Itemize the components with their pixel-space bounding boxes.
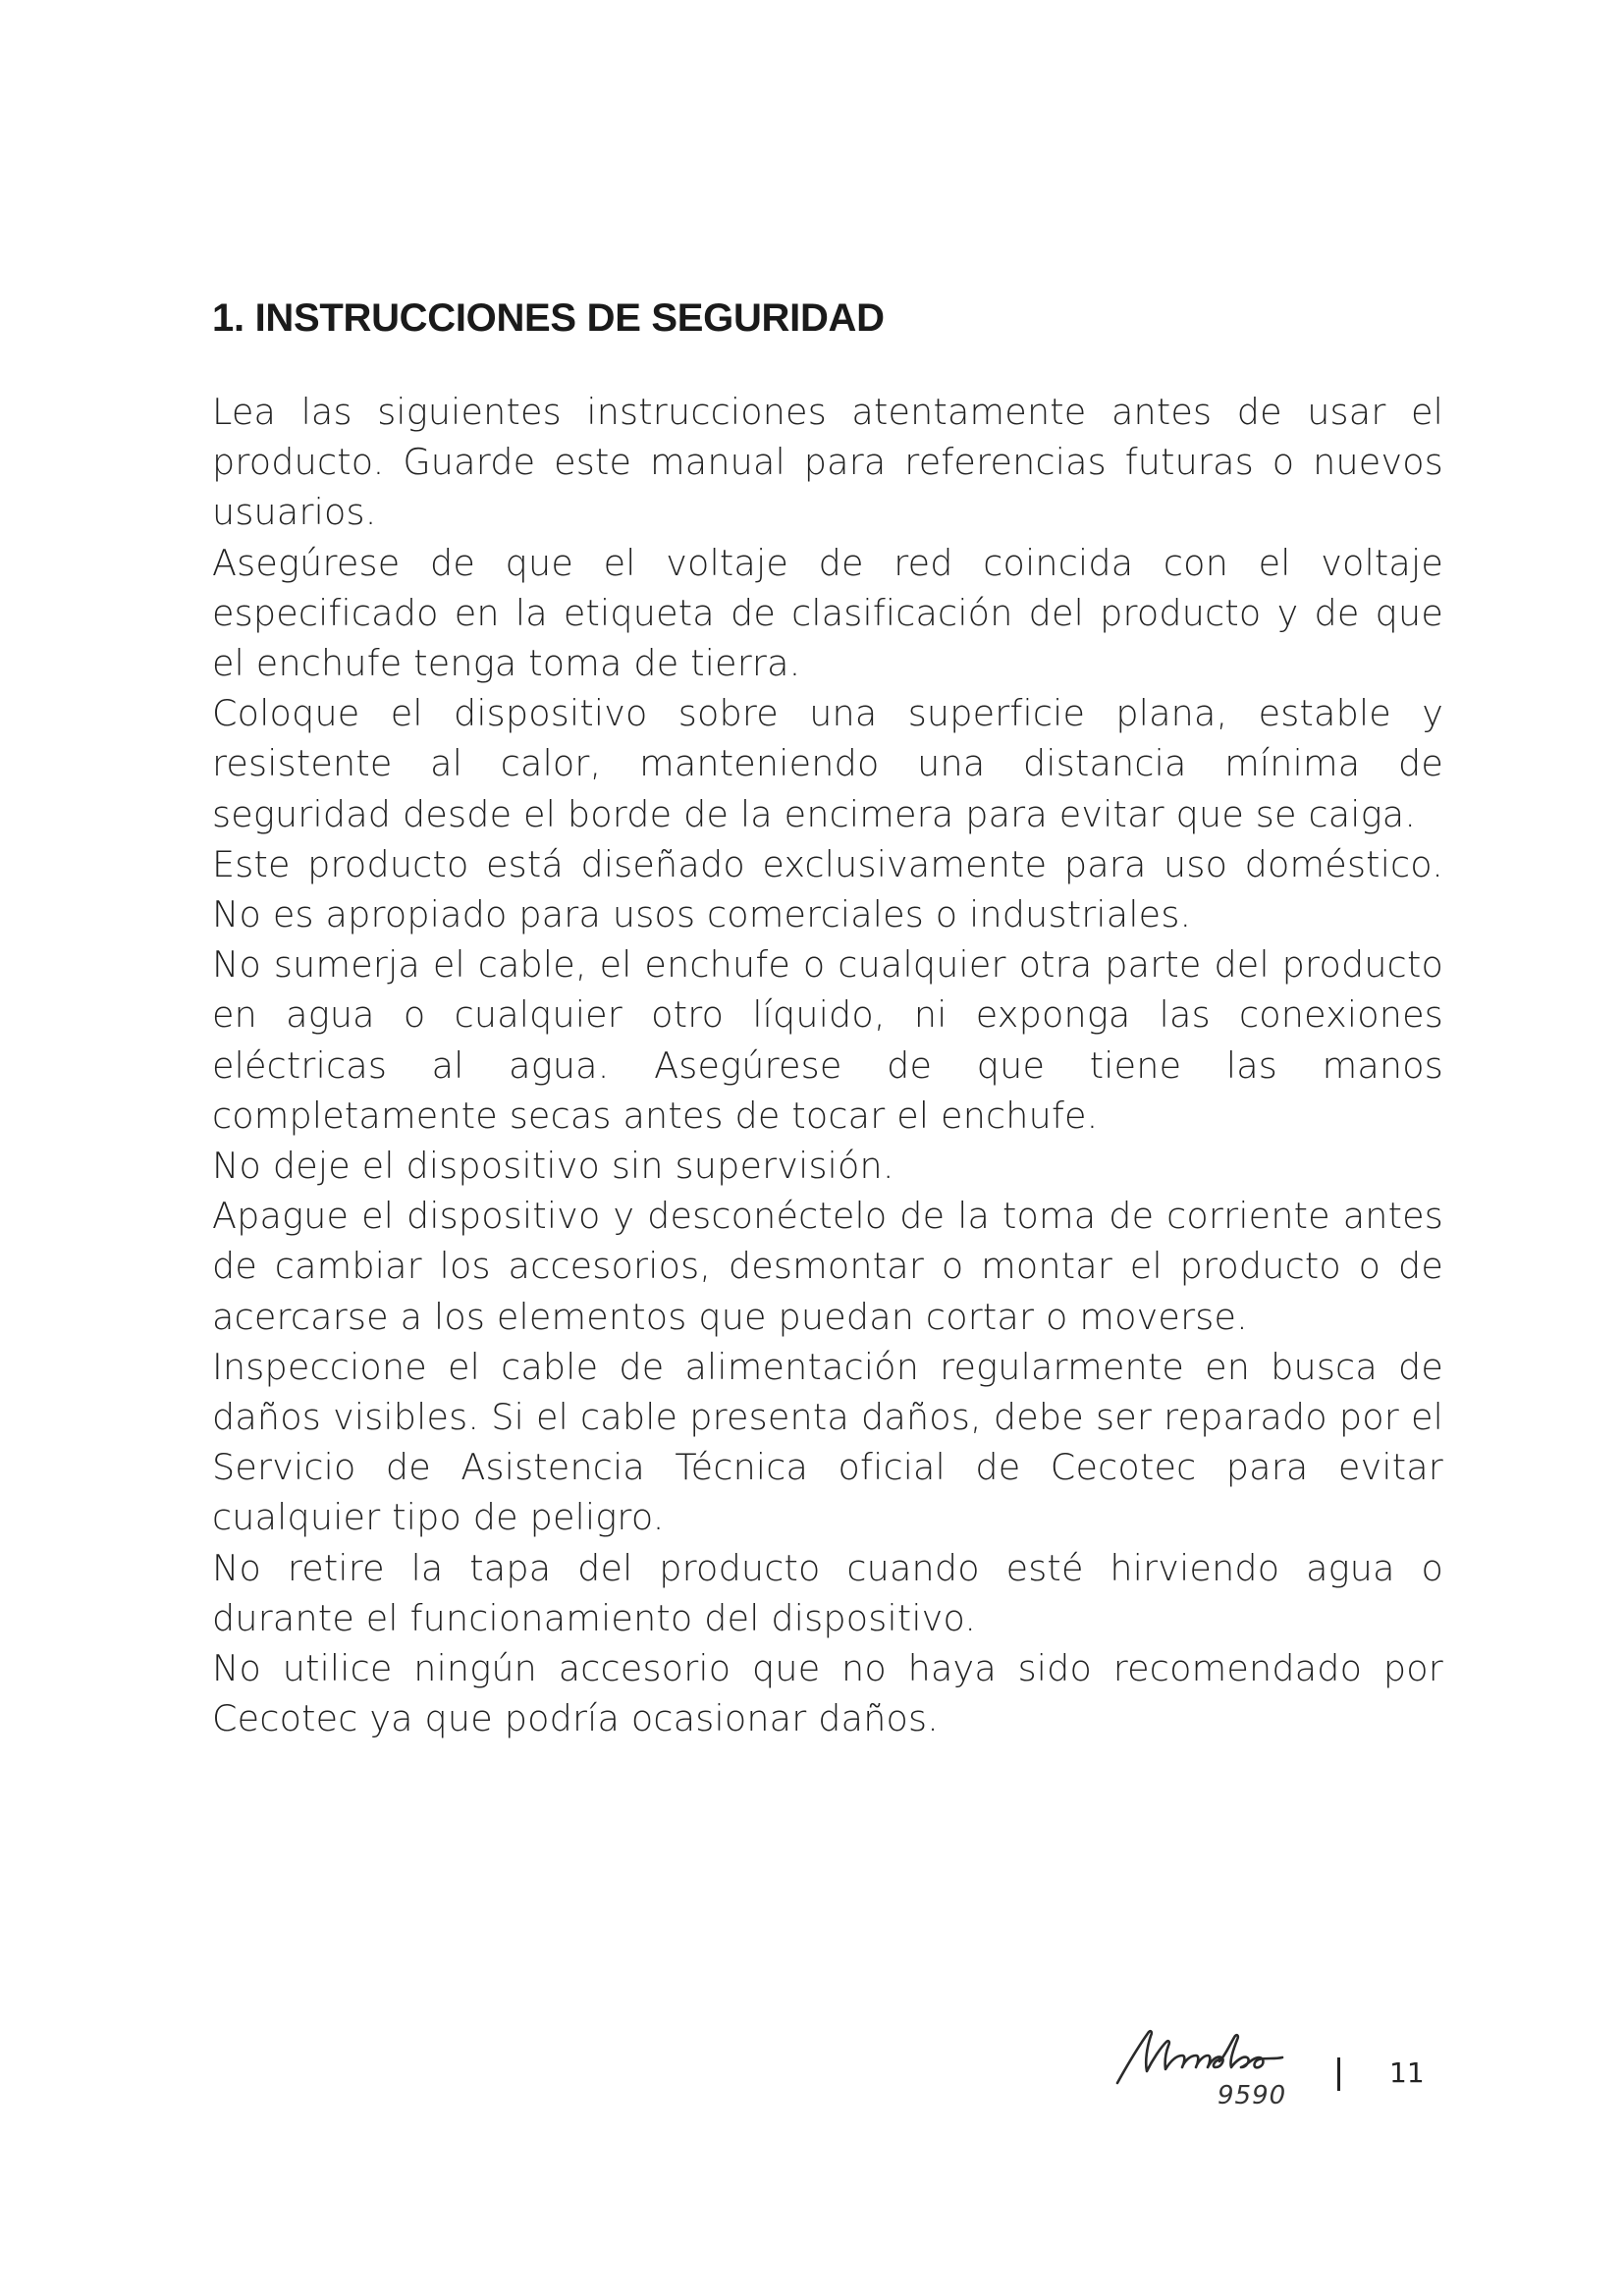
safety-instruction-5: No sumerja el cable, el enchufe o cualquier otra parte del producto en agua o cualquier otro líquido, ni exponga las conexiones eléctricas al agua. Asegúrese de que tiene las manos completamente secas antes de tocar el enchufe.	[212, 943, 1443, 1137]
safety-instruction-2: Asegúrese de que el voltaje de red coincida con el voltaje especificado en la etiqueta de clasificación del producto y de que el enchufe tenga toma de tierra.	[212, 541, 1443, 685]
safety-instruction-10: No utilice ningún accesorio que no haya sido recomendado por Cecotec ya que podría ocasionar daños.	[212, 1647, 1443, 1740]
model-number: 9590	[1218, 2081, 1287, 2110]
safety-instruction-8: Inspeccione el cable de alimentación regularmente en busca de daños visibles. Si el cable presenta daños, debe ser reparado por el Servicio de Asistencia Técnica oficial de Cecotec para evitar cualquier tipo de peligro.	[212, 1345, 1443, 1539]
footer-separator	[1337, 2057, 1340, 2091]
safety-instruction-9: No retire la tapa del producto cuando esté hirviendo agua o durante el funcionamiento del dispositivo.	[212, 1546, 1443, 1639]
safety-instruction-7: Apague el dispositivo y desconéctelo de la toma de corriente antes de cambiar los accesorios, desmontar o montar el producto o de acercarse a los elementos que puedan cortar o moverse.	[212, 1195, 1443, 1338]
section-title: 1. INSTRUCCIONES DE SEGURIDAD	[212, 296, 885, 340]
page-number: 11	[1389, 2056, 1425, 2089]
brand-logo	[1110, 2022, 1306, 2120]
safety-instruction-6: No deje el dispositivo sin supervisión.	[212, 1145, 894, 1188]
page-footer	[1110, 2022, 1443, 2130]
page-content	[212, 291, 1443, 1743]
safety-instruction-4: Este producto está diseñado exclusivamente para uso doméstico. No es apropiado para usos comerciales o industriales.	[212, 842, 1443, 936]
safety-instruction-1: Lea las siguientes instrucciones atentamente antes de usar el producto. Guarde este manual para referencias futuras o nuevos usuarios.	[212, 391, 1443, 534]
safety-instruction-3: Coloque el dispositivo sobre una superficie plana, estable y resistente al calor, manteniendo una distancia mínima de seguridad desde el borde de la encimera para evitar que se caiga.	[212, 692, 1443, 835]
